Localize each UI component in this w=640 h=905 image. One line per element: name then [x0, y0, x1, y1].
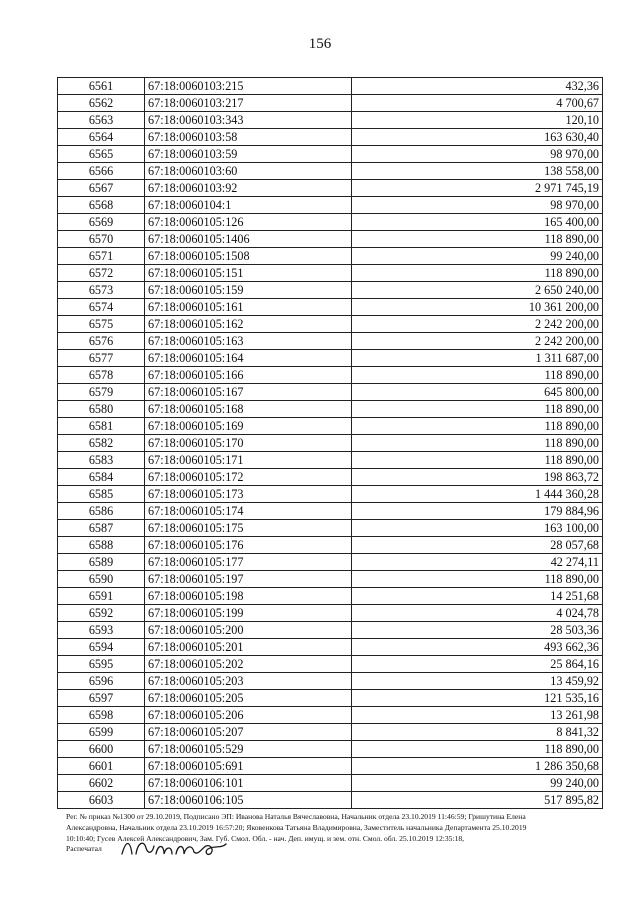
row-number: 6588 [58, 537, 145, 554]
cadastral-number: 67:18:0060103:59 [145, 146, 352, 163]
cadastral-value: 98 970,00 [352, 197, 603, 214]
cadastral-value: 8 841,32 [352, 724, 603, 741]
cadastral-value: 165 400,00 [352, 214, 603, 231]
table-row [58, 231, 603, 248]
table-row [58, 435, 603, 452]
registry-table-body [58, 78, 603, 809]
cadastral-number: 67:18:0060105:169 [145, 418, 352, 435]
footer-line-1: Рег. № приказ №1300 от 29.10.2019, Подписано ЭП: Иванова Наталья Вячеславовна, Начальник отдела 23.10.2019 11:46:59; Гришутина Елена [66, 812, 526, 821]
table-row [58, 418, 603, 435]
row-number: 6601 [58, 758, 145, 775]
row-number: 6565 [58, 146, 145, 163]
cadastral-number: 67:18:0060105:162 [145, 316, 352, 333]
handwritten-signature [118, 834, 228, 860]
table-row [58, 129, 603, 146]
cadastral-number: 67:18:0060103:217 [145, 95, 352, 112]
table-row [58, 639, 603, 656]
cadastral-value: 138 558,00 [352, 163, 603, 180]
row-number: 6585 [58, 486, 145, 503]
table-row [58, 78, 603, 95]
cadastral-number: 67:18:0060103:58 [145, 129, 352, 146]
table-row [58, 180, 603, 197]
table-row [58, 707, 603, 724]
cadastral-value: 118 890,00 [352, 367, 603, 384]
row-number: 6564 [58, 129, 145, 146]
cadastral-value: 517 895,82 [352, 792, 603, 809]
table-row [58, 571, 603, 588]
cadastral-number: 67:18:0060105:164 [145, 350, 352, 367]
cadastral-number: 67:18:0060103:343 [145, 112, 352, 129]
cadastral-value: 13 261,98 [352, 707, 603, 724]
cadastral-value: 25 864,16 [352, 656, 603, 673]
cadastral-number: 67:18:0060105:174 [145, 503, 352, 520]
table-row [58, 520, 603, 537]
row-number: 6563 [58, 112, 145, 129]
cadastral-value: 118 890,00 [352, 401, 603, 418]
cadastral-number: 67:18:0060104:1 [145, 197, 352, 214]
cadastral-number: 67:18:0060105:206 [145, 707, 352, 724]
table-row [58, 588, 603, 605]
row-number: 6603 [58, 792, 145, 809]
cadastral-value: 118 890,00 [352, 265, 603, 282]
table-row [58, 282, 603, 299]
table-row [58, 724, 603, 741]
cadastral-number: 67:18:0060105:168 [145, 401, 352, 418]
cadastral-value: 118 890,00 [352, 741, 603, 758]
row-number: 6581 [58, 418, 145, 435]
cadastral-value: 98 970,00 [352, 146, 603, 163]
cadastral-number: 67:18:0060105:202 [145, 656, 352, 673]
cadastral-value: 118 890,00 [352, 571, 603, 588]
cadastral-value: 4 024,78 [352, 605, 603, 622]
cadastral-number: 67:18:0060106:101 [145, 775, 352, 792]
cadastral-value: 432,36 [352, 78, 603, 95]
cadastral-number: 67:18:0060105:159 [145, 282, 352, 299]
table-row [58, 299, 603, 316]
row-number: 6574 [58, 299, 145, 316]
cadastral-number: 67:18:0060105:205 [145, 690, 352, 707]
cadastral-value: 118 890,00 [352, 418, 603, 435]
cadastral-number: 67:18:0060105:173 [145, 486, 352, 503]
cadastral-value: 1 286 350,68 [352, 758, 603, 775]
cadastral-value: 1 444 360,28 [352, 486, 603, 503]
table-row [58, 350, 603, 367]
cadastral-number: 67:18:0060105:199 [145, 605, 352, 622]
row-number: 6567 [58, 180, 145, 197]
table-row [58, 656, 603, 673]
cadastral-number: 67:18:0060105:166 [145, 367, 352, 384]
cadastral-value: 2 971 745,19 [352, 180, 603, 197]
cadastral-value: 28 057,68 [352, 537, 603, 554]
row-number: 6596 [58, 673, 145, 690]
table-row [58, 146, 603, 163]
table-row [58, 503, 603, 520]
cadastral-value: 1 311 687,00 [352, 350, 603, 367]
cadastral-value: 2 242 200,00 [352, 333, 603, 350]
row-number: 6568 [58, 197, 145, 214]
table-row [58, 690, 603, 707]
row-number: 6591 [58, 588, 145, 605]
row-number: 6580 [58, 401, 145, 418]
row-number: 6582 [58, 435, 145, 452]
cadastral-number: 67:18:0060105:1508 [145, 248, 352, 265]
cadastral-value: 14 251,68 [352, 588, 603, 605]
table-row [58, 112, 603, 129]
cadastral-value: 2 650 240,00 [352, 282, 603, 299]
table-row [58, 741, 603, 758]
cadastral-number: 67:18:0060105:207 [145, 724, 352, 741]
cadastral-number: 67:18:0060106:105 [145, 792, 352, 809]
cadastral-number: 67:18:0060105:201 [145, 639, 352, 656]
table-row [58, 265, 603, 282]
table-row [58, 367, 603, 384]
row-number: 6592 [58, 605, 145, 622]
row-number: 6570 [58, 231, 145, 248]
cadastral-value: 163 630,40 [352, 129, 603, 146]
row-number: 6572 [58, 265, 145, 282]
cadastral-value: 4 700,67 [352, 95, 603, 112]
row-number: 6599 [58, 724, 145, 741]
cadastral-value: 2 242 200,00 [352, 316, 603, 333]
row-number: 6562 [58, 95, 145, 112]
table-row [58, 163, 603, 180]
footer-line-3: 10:10:40; Гусев Алексей Александрович, Зам. Губ. Смол. Обл. - нач. Деп. имущ. и зем. отн. Смол. обл. 25.10.2019 12:35:18, [66, 833, 465, 843]
cadastral-number: 67:18:0060103:60 [145, 163, 352, 180]
table-row [58, 486, 603, 503]
cadastral-number: 67:18:0060105:151 [145, 265, 352, 282]
printed-by-label: Распечатал [66, 844, 102, 854]
table-row [58, 554, 603, 571]
cadastral-number: 67:18:0060105:197 [145, 571, 352, 588]
table-row [58, 214, 603, 231]
row-number: 6578 [58, 367, 145, 384]
cadastral-value: 493 662,36 [352, 639, 603, 656]
row-number: 6600 [58, 741, 145, 758]
cadastral-value: 13 459,92 [352, 673, 603, 690]
row-number: 6573 [58, 282, 145, 299]
row-number: 6586 [58, 503, 145, 520]
table-row [58, 197, 603, 214]
cadastral-number: 67:18:0060105:167 [145, 384, 352, 401]
cadastral-value: 179 884,96 [352, 503, 603, 520]
row-number: 6589 [58, 554, 145, 571]
table-row [58, 452, 603, 469]
row-number: 6590 [58, 571, 145, 588]
row-number: 6566 [58, 163, 145, 180]
cadastral-value: 10 361 200,00 [352, 299, 603, 316]
cadastral-value: 163 100,00 [352, 520, 603, 537]
row-number: 6579 [58, 384, 145, 401]
row-number: 6571 [58, 248, 145, 265]
cadastral-value: 99 240,00 [352, 248, 603, 265]
cadastral-number: 67:18:0060105:172 [145, 469, 352, 486]
table-row [58, 333, 603, 350]
row-number: 6595 [58, 656, 145, 673]
cadastral-number: 67:18:0060105:175 [145, 520, 352, 537]
table-row [58, 95, 603, 112]
table-row [58, 401, 603, 418]
cadastral-value: 42 274,11 [352, 554, 603, 571]
cadastral-value: 99 240,00 [352, 775, 603, 792]
cadastral-number: 67:18:0060103:92 [145, 180, 352, 197]
registry-table [57, 77, 603, 809]
table-row [58, 758, 603, 775]
cadastral-number: 67:18:0060105:126 [145, 214, 352, 231]
cadastral-number: 67:18:0060105:176 [145, 537, 352, 554]
cadastral-number: 67:18:0060105:170 [145, 435, 352, 452]
cadastral-number: 67:18:0060105:163 [145, 333, 352, 350]
row-number: 6583 [58, 452, 145, 469]
cadastral-number: 67:18:0060105:529 [145, 741, 352, 758]
row-number: 6561 [58, 78, 145, 95]
cadastral-number: 67:18:0060105:1406 [145, 231, 352, 248]
row-number: 6575 [58, 316, 145, 333]
cadastral-value: 28 503,36 [352, 622, 603, 639]
table-row [58, 775, 603, 792]
cadastral-number: 67:18:0060105:161 [145, 299, 352, 316]
signature-footer [66, 812, 606, 855]
cadastral-value: 121 535,16 [352, 690, 603, 707]
cadastral-number: 67:18:0060105:691 [145, 758, 352, 775]
cadastral-number: 67:18:0060105:171 [145, 452, 352, 469]
row-number: 6598 [58, 707, 145, 724]
row-number: 6577 [58, 350, 145, 367]
printed-by-line [66, 844, 606, 855]
row-number: 6576 [58, 333, 145, 350]
cadastral-number: 67:18:0060105:200 [145, 622, 352, 639]
row-number: 6569 [58, 214, 145, 231]
cadastral-number: 67:18:0060105:177 [145, 554, 352, 571]
table-row [58, 316, 603, 333]
row-number: 6593 [58, 622, 145, 639]
table-row [58, 792, 603, 809]
cadastral-value: 120,10 [352, 112, 603, 129]
row-number: 6597 [58, 690, 145, 707]
row-number: 6602 [58, 775, 145, 792]
page-number: 156 [308, 36, 332, 52]
cadastral-number: 67:18:0060103:215 [145, 78, 352, 95]
cadastral-value: 198 863,72 [352, 469, 603, 486]
table-row [58, 537, 603, 554]
cadastral-value: 118 890,00 [352, 452, 603, 469]
table-row [58, 384, 603, 401]
cadastral-number: 67:18:0060105:203 [145, 673, 352, 690]
cadastral-value: 645 800,00 [352, 384, 603, 401]
row-number: 6594 [58, 639, 145, 656]
row-number: 6587 [58, 520, 145, 537]
table-row [58, 622, 603, 639]
cadastral-value: 118 890,00 [352, 435, 603, 452]
table-row [58, 673, 603, 690]
table-row [58, 605, 603, 622]
footer-line-2: Александровна, Начальник отдела 23.10.2019 16:57:20; Яковенкова Татьяна Владимировна, Заместитель начальника Департамента 25.10.2019 [66, 822, 527, 832]
row-number: 6584 [58, 469, 145, 486]
cadastral-value: 118 890,00 [352, 231, 603, 248]
table-row [58, 248, 603, 265]
table-row [58, 469, 603, 486]
cadastral-number: 67:18:0060105:198 [145, 588, 352, 605]
